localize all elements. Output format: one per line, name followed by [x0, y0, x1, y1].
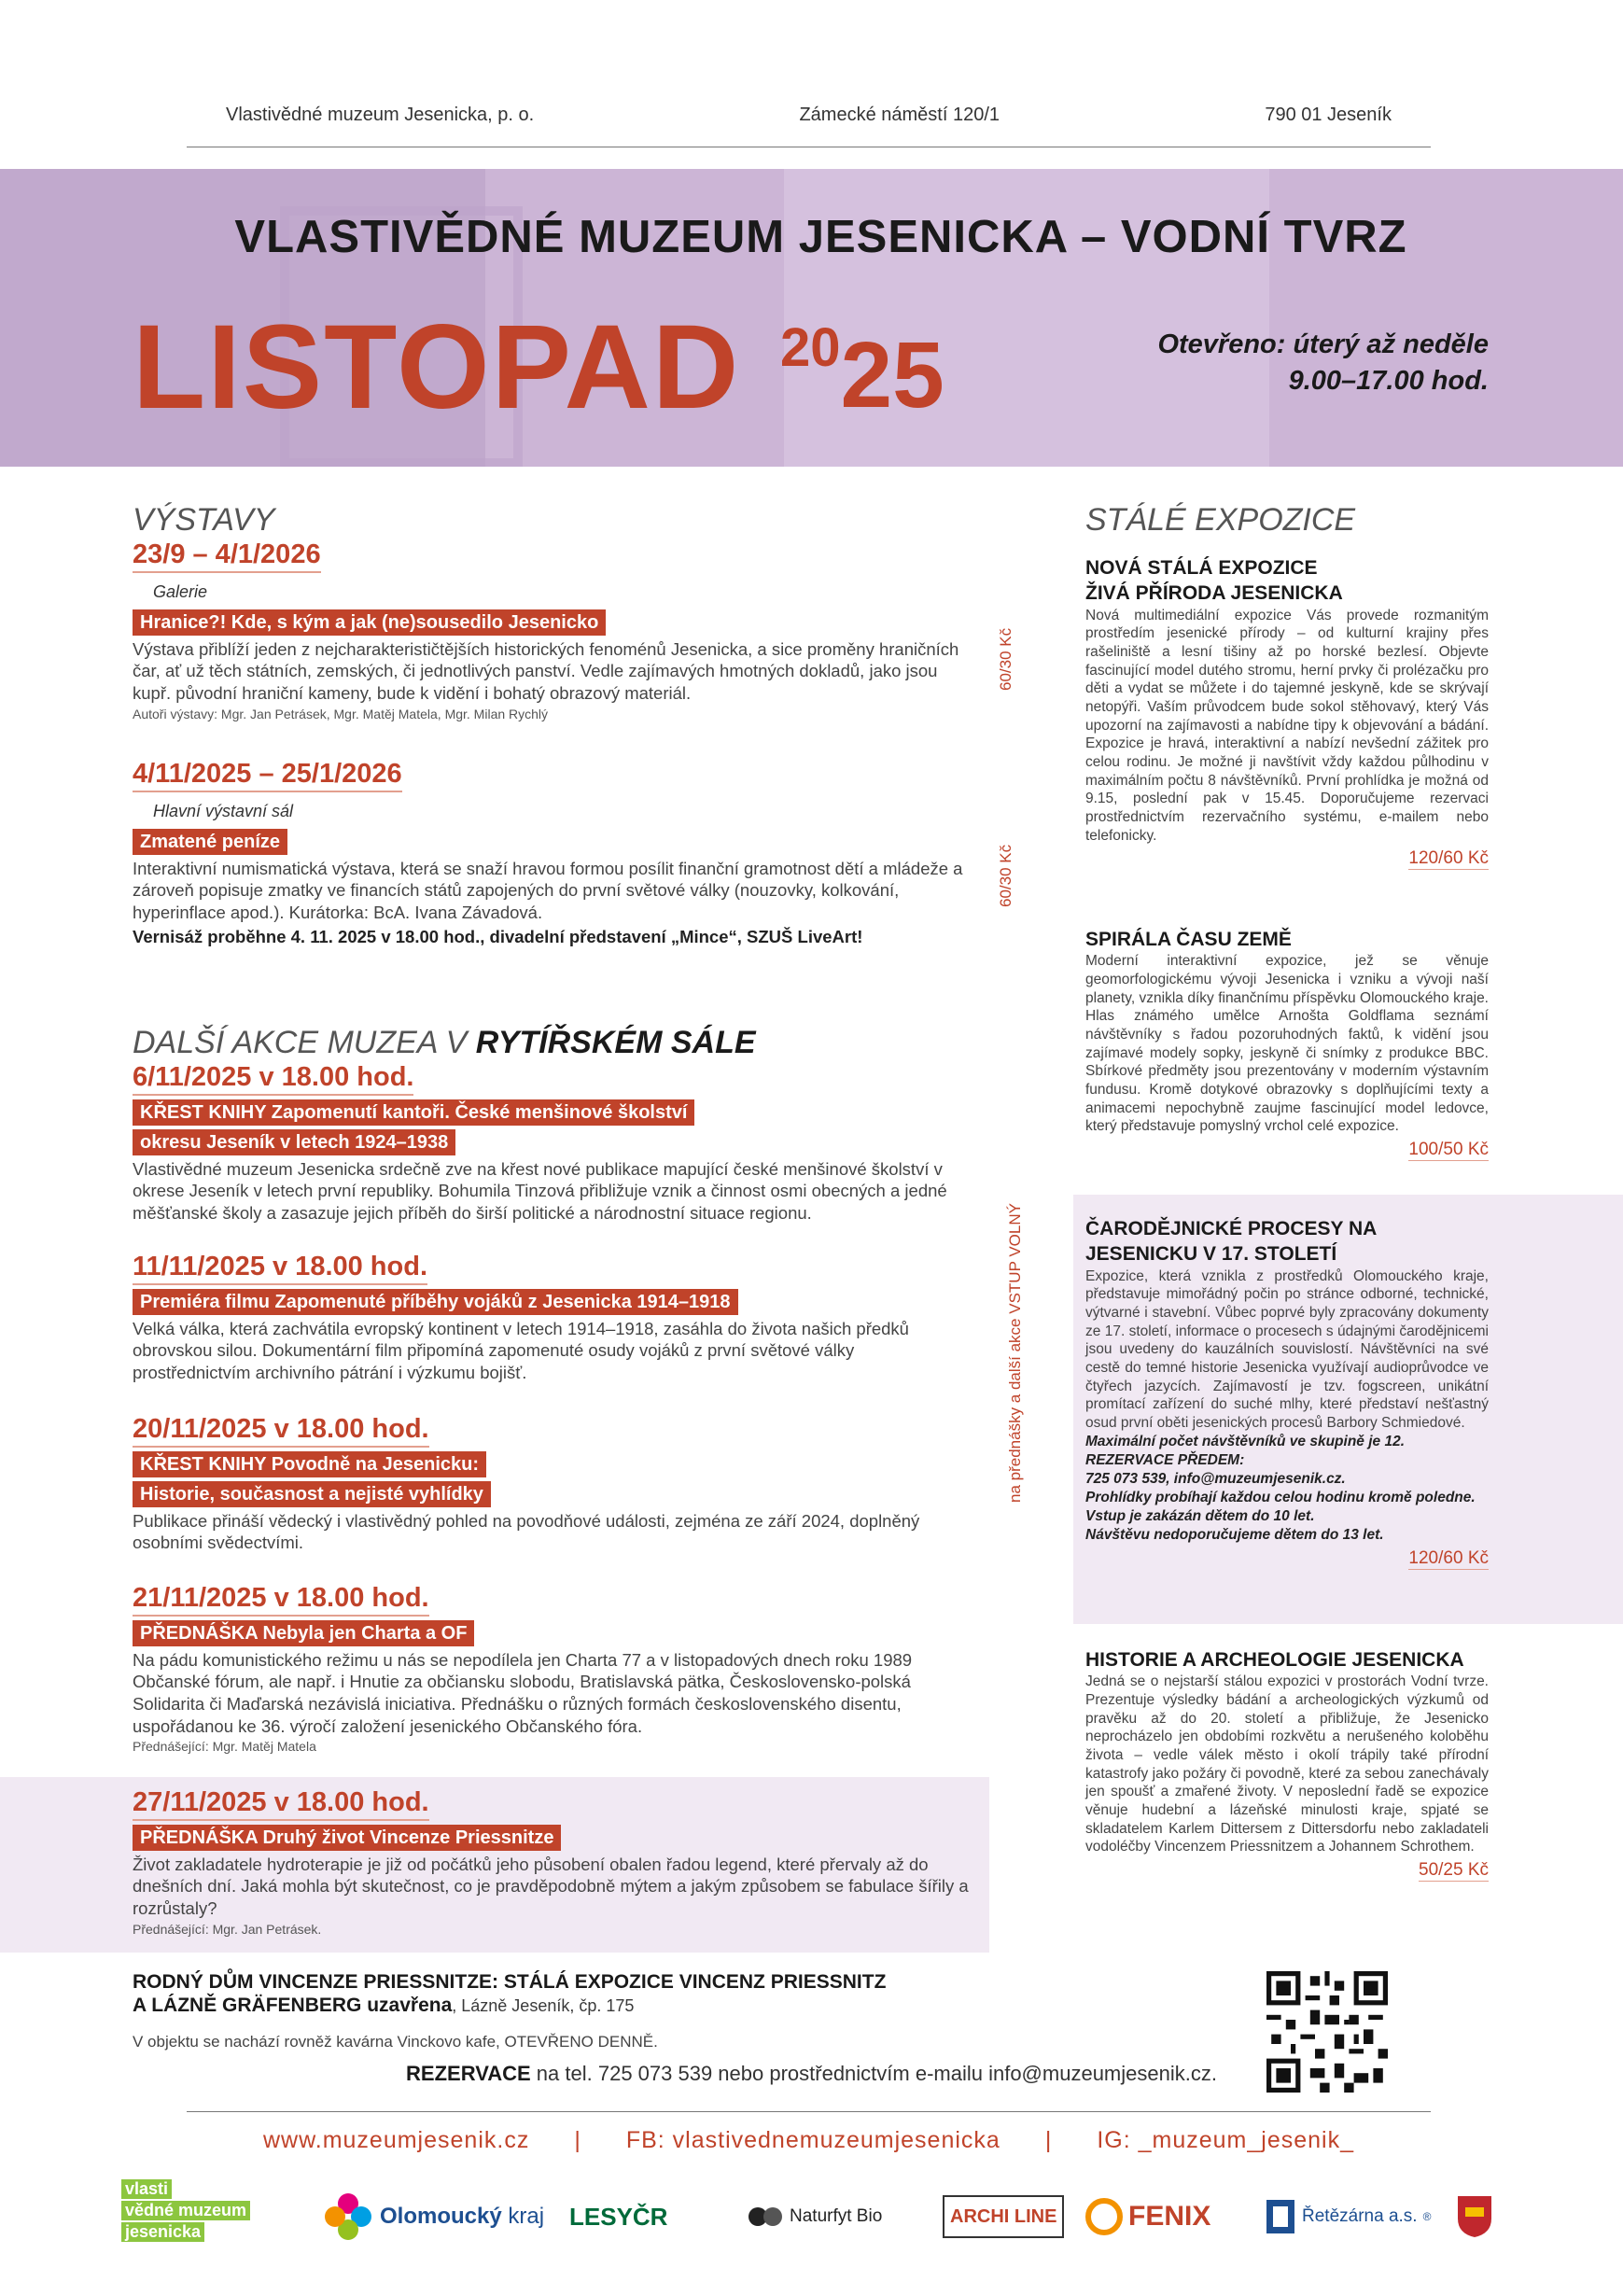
reservation-label: REZERVACE — [406, 2062, 531, 2085]
event-title: KŘEST KNIHY Povodně na Jesenicku: — [133, 1451, 486, 1477]
expo-note: Vstup je zakázán dětem do 10 let. — [1085, 1508, 1315, 1525]
year-prefix: 20 — [780, 317, 841, 378]
event-item — [133, 1786, 969, 1937]
event-title: Historie, současnost a nejisté vyhlídky — [133, 1481, 491, 1507]
free-entry-note: na přednášky a další akce VSTUP VOLNÝ — [1006, 1203, 1024, 1503]
event-note: Vernisáž proběhne 4. 11. 2025 v 18.00 hod., divadelní představení „Mince“, SZUŠ LiveArt! — [133, 926, 863, 946]
price-vertical: 60/30 Kč — [997, 844, 1014, 907]
event-date: 20/11/2025 v 18.00 hod. — [133, 1413, 429, 1448]
event-item — [133, 1413, 969, 1554]
birthplace-line — [133, 1995, 954, 2017]
expo-title: HISTORIE A ARCHEOLOGIE JESENICKA — [1085, 1649, 1464, 1671]
event-date: 23/9 – 4/1/2026 — [133, 539, 321, 573]
section-heading: VÝSTAVY — [133, 502, 275, 538]
registered-mark: ® — [1422, 2210, 1432, 2223]
logo-text-b: kraj — [501, 2204, 545, 2229]
fenix-logo — [1085, 2179, 1210, 2254]
expo-title: NOVÁ STÁLÁ EXPOZICE — [1085, 557, 1318, 579]
event-authors: Autoři výstavy: Mgr. Jan Petrásek, Mgr. Matěj Matela, Mgr. Milan Rychlý — [133, 706, 549, 721]
expo-description: Moderní interaktivní expozice, jež se věnuje geomorfologickému vývoji Jesenicka i vzniku a vývoji naší planety, vznikla díky finančnímu příspěvku Olomouckého kraje. Hlas známého umělce Arnošta Goldflama seznámí návštěvníky s řadou pozoruhodných faktů, k vidění jsou zajímavé modely sopky, jeskyně či snímky z produkce BBC. Sbírkové předměty jsou prezentovány v moderním výstavním fundusu. Kromě dotykové obrazovky s doplňujícími texty a animacemi nepochybně zaujme fascinující model ledovce, který představuje pomyslný vrchol celé expozice. — [1085, 953, 1489, 1135]
event-title: Hranice?! Kde, s kým a jak (ne)sousedilo Jesenicko — [133, 609, 606, 636]
museum-logo — [121, 2179, 250, 2254]
section-heading: STÁLÉ EXPOZICE — [1085, 502, 1356, 538]
event-item — [133, 1582, 969, 1754]
divider — [187, 2111, 1431, 2112]
sun-icon — [1085, 2198, 1123, 2235]
expo-price: 100/50 Kč — [1408, 1140, 1489, 1160]
year-suffix: 25 — [840, 323, 944, 427]
retezarna-logo — [1265, 2179, 1431, 2254]
event-venue: Hlavní výstavní sál — [153, 801, 294, 820]
chain-icon — [1265, 2198, 1296, 2235]
expo-note: Maximální počet návštěvníků ve skupině je 12. — [1085, 1433, 1405, 1449]
event-lecturer: Přednášející: Mgr. Jan Petrásek. — [133, 1921, 322, 1937]
expo-title: JESENICKU V 17. STOLETÍ — [1085, 1243, 1337, 1266]
event-description: Výstava přiblíží jeden z nejcharakterističtějších historických fenoménů Jesenicka, a sice proměny hraničních čar, ať už těch státních, zemských, či jednotlivých panství. Vedle zajímavých hmotných dokladů, jako jsou kupř. původní hraniční kameny, bude k vidění i bohatý obrazový materiál. — [133, 638, 959, 704]
event-date: 4/11/2025 – 25/1/2026 — [133, 758, 402, 792]
event-title: Zmatené peníze — [133, 829, 287, 855]
event-date: 6/11/2025 v 18.00 hod. — [133, 1061, 413, 1096]
logo-text: Naturfyt Bio — [790, 2206, 883, 2226]
address-line — [187, 105, 1431, 126]
coat-of-arms-icon — [1456, 2194, 1493, 2239]
logo-text: FENIX — [1128, 2201, 1211, 2232]
hours-days: Otevřeno: úterý až neděle — [1157, 329, 1489, 359]
event-date: 11/11/2025 v 18.00 hod. — [133, 1251, 427, 1285]
year-title — [780, 317, 944, 427]
birthplace-title: RODNÝ DŮM VINCENZE PRIESSNITZE: STÁLÁ EXPOZICE VINCENZ PRIESSNITZ — [133, 1971, 887, 1993]
opening-hours — [1157, 327, 1489, 399]
logo-text: vlasti — [121, 2179, 172, 2199]
expo-title: ČARODĚJNICKÉ PROCESY NA — [1085, 1218, 1378, 1239]
facebook-link[interactable]: FB: vlastivednemuzeumjesenicka — [625, 2127, 1000, 2153]
logo-text: Řetězárna a.s. — [1302, 2206, 1418, 2226]
naturfyt-logo — [747, 2179, 882, 2254]
coat-of-arms-logo — [1456, 2179, 1493, 2254]
expo-item — [1085, 927, 1489, 1161]
birthplace-notice — [133, 1969, 954, 2052]
expo-note: Prohlídky probíhají každou celou hodinu kromě poledne. — [1085, 1490, 1476, 1506]
reservation-line — [0, 2062, 1623, 2086]
event-description: Velká válka, která zachvátila evropský kontinent v letech 1914–1918, zasáhla do života našich předků obrovskou silou. Dokumentární film připomíná zapomenuté osudy vojáků z první světové války prostřednictvím archivního pátrání i výzkumu bojišť. — [133, 1318, 909, 1383]
expo-note: REZERVACE PŘEDEM: — [1085, 1451, 1245, 1468]
link-separator: | — [574, 2127, 581, 2153]
website-link[interactable]: www.muzeumjesenik.cz — [262, 2127, 530, 2153]
event-title: KŘEST KNIHY Zapomenutí kantoři. České menšinové školství — [133, 1099, 694, 1126]
org-city: 790 01 Jeseník — [1265, 105, 1392, 125]
lesy-cr-logo: LESYČR — [569, 2202, 668, 2231]
page-title: VLASTIVĚDNÉ MUZEUM JESENICKA – VODNÍ TVRZ — [234, 212, 1407, 262]
event-title: PŘEDNÁŠKA Nebyla jen Charta a OF — [133, 1620, 474, 1646]
instagram-link[interactable]: IG: _muzeum_jesenik_ — [1097, 2127, 1355, 2153]
month-title: LISTOPAD — [133, 301, 741, 434]
org-name: Vlastivědné muzeum Jesenicka, p. o. — [226, 105, 535, 125]
expo-title: ŽIVÁ PŘÍRODA JESENICKA — [1085, 582, 1343, 605]
event-date: 21/11/2025 v 18.00 hod. — [133, 1582, 429, 1617]
olomoucky-kraj-logo — [322, 2179, 544, 2254]
footer-links — [187, 2127, 1431, 2154]
event-title: Premiéra filmu Zapomenuté příběhy vojáků z Jesenicka 1914–1918 — [133, 1289, 738, 1315]
flower-icon — [322, 2191, 374, 2243]
birthplace-title-b: A LÁZNĚ GRÄFENBERG uzavřena — [133, 1995, 453, 2017]
expo-note: 725 073 539, info@muzeumjesenik.cz. — [1085, 1470, 1346, 1487]
hours-time: 9.00–17.00 hod. — [1288, 366, 1489, 397]
expo-item — [1085, 1216, 1489, 1570]
section-heading-a: DALŠÍ AKCE MUZEA V — [133, 1025, 476, 1060]
expo-description: Jedná se o nejstarší stálou expozici v prostorách Vodní tvrze. Prezentuje výsledky bádání a archeologických výzkumů od pravěku až do 20. století a přibližuje, že Jesenicko neprocházelo jen obdobími rozkvětu a nerušeného koloběhu života – vedle válek město i okolí trápily také přírodní katastrofy jako požáry či povodně, které za sebou zanechávaly jen spoušť a zmařené životy. V neposlední řadě se expozice věnuje hudební a lázeňské minulosti kraje, spjaté se skladatelem Karlem Dittersem z Dittersdorfu nebo zakladateli vodoléčby Vincenzem Priessnitzem a Johannem Schrothem. — [1085, 1673, 1489, 1855]
birthplace-address: , Lázně Jeseník, čp. 175 — [452, 1996, 635, 2016]
event-description: Život zakladatele hydroterapie je již od počátků jeho působení obalen řadou legend, které přervaly až do dnešních dní. Jaká mohla být skutečnost, co je pravděpodobně mýtem a jakým způsobem se fabulace šířily a rozrůstaly? — [133, 1854, 969, 1919]
expo-price: 120/60 Kč — [1408, 1548, 1489, 1569]
expo-title: SPIRÁLA ČASU ZEMĚ — [1085, 929, 1292, 950]
expo-description: Nová multimediální expozice Vás provede rozmanitým prostředím jesenické přírody – od kulturní krajiny přes rašeliniště a lesní tišiny až po horské bezlesí. Objevte fascinující model dutého stromu, herní prvky či prolézačku pro děti a vydat se můžete i do tajemné jeskyně, kde se skrývají netopýři. Vaším průvodcem bude sokol stěhovavý, který Vás upozorní na zajímavosti a nabídne tipy k objevování a bádání. Expozice je hravá, interaktivní a nabízí nevšední zážitek pro celou rodinu. Je možné ji navštívit vždy každou půlhodinu v maximálním počtu 8 návštěvníků. První prohlídka je možná od 9.15, poslední pak v 15.45. Doporučujeme rezervaci prostřednictvím rezervačního systému, e-mailem nebo telefonicky. — [1085, 607, 1489, 844]
expo-note: Návštěvu nedoporučujeme dětem do 13 let. — [1085, 1527, 1384, 1544]
exhibition-item — [133, 758, 969, 947]
event-lecturer: Přednášející: Mgr. Matěj Matela — [133, 1739, 316, 1755]
event-venue: Galerie — [153, 581, 208, 601]
link-separator: | — [1044, 2127, 1053, 2153]
expo-price: 50/25 Kč — [1419, 1860, 1489, 1881]
section-heading — [133, 1025, 969, 1061]
events-section — [133, 1025, 969, 1225]
event-title: PŘEDNÁŠKA Druhý život Vincenze Priessnitze — [133, 1825, 561, 1851]
event-description: Na pádu komunistického režimu u nás se nepodílela jen Charta 77 a v listopadových dnech roku 1989 Občanské fórum, ale např. i Hnutie za občiansku slobodu, Bratislavská pätka, Československo-polská Solidarita či Maďarská nezávislá iniciativa. Přednášku o různých formách československého disentu, uspořádanou ke 36. výročí založení jesenického Občanského fóra. — [133, 1649, 913, 1736]
exhibitions-section — [133, 502, 969, 721]
logo-text: jesenicka — [121, 2222, 204, 2242]
org-address: Zámecké náměstí 120/1 — [799, 105, 1000, 125]
logo-text: vědné muzeum — [121, 2201, 250, 2220]
event-item — [133, 1251, 969, 1384]
logo-text-a: Olomoucký — [380, 2204, 502, 2229]
expo-description: Expozice, která vznikla z prostředků Olomouckého kraje, představuje mimořádný počin po stránce odborné, technické, výtvarné i stavební. Vůbec poprvé byly zpracovány dokumenty ze 17. století, informace o procesech s údajnými čarodějnicemi jsou uvedeny do kauzálních souvislostí. Návštěvníci na své cestě do temné historie Jesenicka využívají audioprůvodce ve čtyřech jazycích. Zajímavostí je tzv. fogscreen, unikátní promítací zařízení do suché mlhy, které představí nešťastný osud první oběti jesenických procesů Barbory Schmiedové. — [1085, 1267, 1489, 1431]
section-heading-b: RYTÍŘSKÉM SÁLE — [475, 1025, 756, 1060]
expo-item — [1085, 1647, 1489, 1882]
event-description: Interaktivní numismatická výstava, která se snaží hravou formou posílit finanční gramotnost dětí a mládeže a zároveň popisuje zmatky ve financích států zapojených do první světové války (nouzovky, kolkování, hyperinflace apod.). Kurátorka: BcA. Ivana Závadová. — [133, 858, 963, 923]
event-description: Publikace přináší vědecký i vlastivědný pohled na povodňové události, zejména ze září 2024, doplněný osobními svědectvími. — [133, 1510, 920, 1553]
leaf-icon — [747, 2201, 784, 2233]
price-vertical: 60/30 Kč — [997, 627, 1014, 691]
reservation-contact: na tel. 725 073 539 nebo prostřednictvím e-mailu info@muzeumjesenik.cz. — [530, 2062, 1217, 2085]
event-description: Vlastivědné muzeum Jesenicka srdečně zve na křest nové publikace mapující české menšinové školství v okrese Jeseník v letech první republiky. Bohumila Tinzová přibližuje vznik a činnost osmi obecných a jedné měšťanské školy a zasazuje jejich příběh do širší politické a národnostní situace regionu. — [133, 1158, 947, 1224]
cafe-note: V objektu se nachází rovněž kavárna Vinckovo kafe, OTEVŘENO DENNĚ. — [133, 2033, 658, 2051]
logo-text — [380, 2204, 544, 2230]
expo-price: 120/60 Kč — [1408, 848, 1489, 869]
archiline-logo: ARCHI LINE — [943, 2195, 1064, 2238]
event-date: 27/11/2025 v 18.00 hod. — [133, 1786, 429, 1821]
permanent-section — [1085, 502, 1489, 870]
event-title: okresu Jeseník v letech 1924–1938 — [133, 1129, 455, 1155]
